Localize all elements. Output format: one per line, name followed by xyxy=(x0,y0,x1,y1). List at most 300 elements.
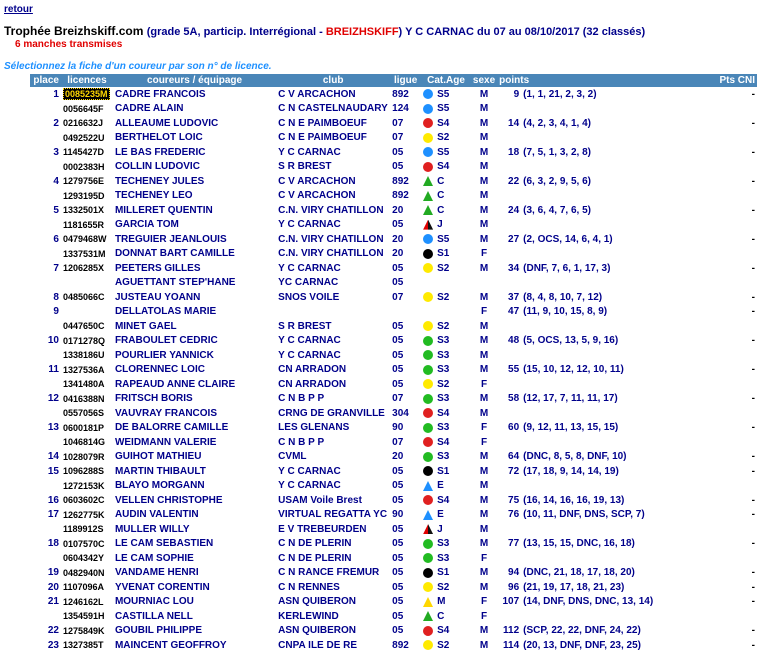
col-ligue: ligue xyxy=(390,74,421,87)
place-cell xyxy=(30,276,61,291)
licence-link[interactable] xyxy=(61,595,113,610)
col-sexe: sexe xyxy=(472,75,496,86)
cat-age-cell xyxy=(421,348,471,363)
ligue-cell: 05 xyxy=(392,596,404,608)
cat-age-label: S4 xyxy=(437,494,450,506)
cat-age-cell xyxy=(421,131,471,146)
licence-link[interactable] xyxy=(61,464,113,479)
ligue-cell: 05 xyxy=(392,480,404,492)
table-row xyxy=(30,174,757,189)
place-cell: 2 xyxy=(53,117,59,129)
club-cell: KERLEWIND xyxy=(278,610,339,622)
table-row xyxy=(30,595,757,610)
sexe-cell: M xyxy=(479,262,489,274)
points-total: 72 xyxy=(508,465,520,477)
points-total: 64 xyxy=(508,451,520,463)
points-cell xyxy=(497,290,663,305)
points-detail: (21, 19, 17, 18, 21, 23) xyxy=(523,581,625,593)
club-cell: C.N. VIRY CHATILLON xyxy=(278,204,384,216)
table-row xyxy=(30,638,757,653)
cat-age-cell xyxy=(421,290,471,305)
place-cell: 21 xyxy=(47,596,59,608)
category-black-circle-icon xyxy=(423,249,433,259)
coureur-name: MULLER WILLY xyxy=(114,523,190,535)
points-cell xyxy=(497,537,663,552)
sexe-cell: M xyxy=(479,581,489,593)
category-green-circle-icon xyxy=(423,553,433,563)
coureur-name: VAUVRAY FRANCOIS xyxy=(114,407,217,419)
pts-cni-cell: - xyxy=(751,422,755,434)
pts-cni-cell xyxy=(663,551,757,566)
club-cell: CNPA ILE DE RE xyxy=(278,639,358,651)
event-info: ) Y C CARNAC du 07 au 08/10/2017 (32 classés) xyxy=(398,26,646,38)
coureur-name: CADRE FRANCOIS xyxy=(114,88,206,100)
licence-number: 1145427D xyxy=(62,147,105,158)
category-tri-green-icon xyxy=(423,176,433,186)
points-total: 22 xyxy=(508,175,520,187)
cat-age-cell xyxy=(421,247,471,262)
licence-number: 1262775K xyxy=(62,509,105,520)
category-tri-yellow-icon xyxy=(423,597,433,607)
col-cat-age: Cat.Age xyxy=(421,74,471,87)
points-cell xyxy=(497,435,663,450)
cat-age-cell xyxy=(421,479,471,494)
sexe-cell xyxy=(471,276,497,291)
category-green-circle-icon xyxy=(423,539,433,549)
sexe-cell: F xyxy=(480,610,488,622)
ligue-cell: 05 xyxy=(392,349,404,361)
cat-age-cell xyxy=(421,189,471,204)
licence-link[interactable] xyxy=(61,638,113,653)
licence-link[interactable] xyxy=(61,580,113,595)
table-row xyxy=(30,363,757,378)
licence-link[interactable] xyxy=(61,392,113,407)
licence-link[interactable] xyxy=(61,377,113,392)
place-cell: 9 xyxy=(53,306,59,318)
licence-number: 0479468W xyxy=(62,234,107,245)
points-total: 75 xyxy=(508,494,520,506)
licence-link[interactable] xyxy=(61,406,113,421)
pts-cni-cell: - xyxy=(751,335,755,347)
sexe-cell: F xyxy=(480,306,488,318)
licence-number: 0485066C xyxy=(62,292,105,303)
club-cell: C N DE PLERIN xyxy=(278,552,352,564)
points-cell xyxy=(497,160,663,175)
licence-number: 1107096A xyxy=(62,582,105,593)
place-cell xyxy=(30,319,61,334)
club-cell: C V ARCACHON xyxy=(278,88,356,100)
cat-age-cell xyxy=(421,160,471,175)
table-row xyxy=(30,305,757,320)
table-row xyxy=(30,232,757,247)
club-cell: CN ARRADON xyxy=(278,378,347,390)
table-row xyxy=(30,522,757,537)
points-detail: (5, OCS, 13, 5, 9, 16) xyxy=(523,335,619,347)
licence-number: 0416388N xyxy=(62,393,105,404)
points-total: 24 xyxy=(508,204,520,216)
points-total: 18 xyxy=(508,146,520,158)
cat-age-cell xyxy=(421,406,471,421)
points-cell xyxy=(497,392,663,407)
place-cell xyxy=(30,218,61,233)
place-cell: 1 xyxy=(53,88,59,100)
table-row xyxy=(30,87,757,102)
table-row xyxy=(30,261,757,276)
category-black-circle-icon xyxy=(423,466,433,476)
points-cell xyxy=(497,406,663,421)
pts-cni-cell: - xyxy=(751,262,755,274)
category-tri-blue-icon xyxy=(423,510,433,520)
category-yellow-circle-icon xyxy=(423,582,433,592)
licence-number: 0482940N xyxy=(62,567,105,578)
licence-link[interactable] xyxy=(61,363,113,378)
table-row xyxy=(30,290,757,305)
licence-link[interactable] xyxy=(61,522,113,537)
licence-link[interactable] xyxy=(61,334,113,349)
pts-cni-cell xyxy=(663,218,757,233)
club-cell: Y C CARNAC xyxy=(278,219,341,231)
ligue-cell: 05 xyxy=(392,277,404,289)
club-cell: Y C CARNAC xyxy=(278,480,341,492)
club-cell: C.N. VIRY CHATILLON xyxy=(278,248,384,260)
manches-transmises: 6 manches transmises xyxy=(15,39,123,50)
place-cell xyxy=(30,479,61,494)
sexe-cell: M xyxy=(479,465,489,477)
points-cell xyxy=(497,638,663,653)
pts-cni-cell: - xyxy=(751,175,755,187)
licence-link[interactable] xyxy=(61,87,113,102)
points-cell xyxy=(497,609,663,624)
ligue-cell: 05 xyxy=(392,262,404,274)
club-cell: C N RANCE FREMUR xyxy=(278,567,380,579)
licence-link[interactable] xyxy=(61,102,113,117)
category-red-circle-icon xyxy=(423,162,433,172)
category-red-circle-icon xyxy=(423,495,433,505)
club-cell: USAM Voile Brest xyxy=(278,494,362,506)
ligue-cell: 892 xyxy=(392,175,409,187)
category-tri-green-icon xyxy=(423,205,433,215)
licence-number: 1096288S xyxy=(62,466,105,477)
points-detail: (DNF, 7, 6, 1, 17, 3) xyxy=(523,262,611,274)
points-cell xyxy=(497,116,663,131)
pts-cni-cell: - xyxy=(751,146,755,158)
category-red-circle-icon xyxy=(423,408,433,418)
club-cell: Y C CARNAC xyxy=(278,146,341,158)
sexe-cell: M xyxy=(479,407,489,419)
licence-link[interactable] xyxy=(61,203,113,218)
table-row xyxy=(30,160,757,175)
licence-link[interactable] xyxy=(61,319,113,334)
category-tri-green-icon xyxy=(423,611,433,621)
sexe-cell: F xyxy=(480,422,488,434)
col-club: club xyxy=(276,74,390,87)
licence-number: 1275849K xyxy=(62,625,105,636)
points-total: 9 xyxy=(513,88,520,100)
coureur-name: CLORENNEC LOIC xyxy=(114,364,205,376)
points-detail: (6, 3, 2, 9, 5, 6) xyxy=(523,175,591,187)
table-row xyxy=(30,609,757,624)
pts-cni-cell: - xyxy=(751,494,755,506)
sexe-cell: M xyxy=(479,538,489,550)
licence-link xyxy=(61,276,113,291)
licence-link[interactable] xyxy=(61,624,113,639)
sexe-cell: M xyxy=(479,567,489,579)
points-cell xyxy=(497,131,663,146)
pts-cni-cell xyxy=(663,609,757,624)
ligue-cell: 124 xyxy=(392,103,409,115)
licence-link[interactable] xyxy=(61,247,113,262)
category-yellow-circle-icon xyxy=(423,133,433,143)
sexe-cell: M xyxy=(479,523,489,535)
points-cell xyxy=(497,218,663,233)
points-detail: (13, 15, 15, DNC, 16, 18) xyxy=(523,538,635,550)
pts-cni-cell xyxy=(663,160,757,175)
licence-number: 1293195D xyxy=(62,190,105,201)
cat-age-cell xyxy=(421,421,471,436)
coureur-name: WEIDMANN VALERIE xyxy=(114,436,217,448)
pts-cni-cell: - xyxy=(751,581,755,593)
pts-cni-cell: - xyxy=(751,393,755,405)
place-cell xyxy=(30,406,61,421)
licence-link[interactable] xyxy=(61,479,113,494)
pts-cni-cell: - xyxy=(751,509,755,521)
table-row xyxy=(30,189,757,204)
pts-cni-cell: - xyxy=(751,364,755,376)
coureur-name: LE CAM SEBASTIEN xyxy=(114,538,214,550)
sexe-cell: M xyxy=(479,88,489,100)
points-detail: (16, 14, 16, 16, 19, 13) xyxy=(523,494,625,506)
points-total: 37 xyxy=(508,291,520,303)
place-cell: 18 xyxy=(47,538,59,550)
licence-number: 1189912S xyxy=(62,524,104,535)
coureur-name: FRITSCH BORIS xyxy=(114,393,193,405)
table-row xyxy=(30,435,757,450)
club-cell: ASN QUIBERON xyxy=(278,625,356,637)
cat-age-cell xyxy=(421,145,471,160)
club-cell: CN ARRADON xyxy=(278,364,347,376)
cat-age-label: M xyxy=(437,596,446,608)
category-blue-circle-icon xyxy=(423,234,433,244)
cat-age-cell xyxy=(421,595,471,610)
place-cell xyxy=(30,435,61,450)
coureur-name: BERTHELOT LOIC xyxy=(114,132,203,144)
ligue-cell xyxy=(390,305,421,320)
licence-number: 1181655R xyxy=(62,219,105,230)
cat-age-cell xyxy=(421,580,471,595)
licence-link[interactable] xyxy=(61,493,113,508)
cat-age-cell xyxy=(421,551,471,566)
cat-age-cell xyxy=(421,624,471,639)
cat-age-cell xyxy=(421,464,471,479)
cat-age-cell xyxy=(421,493,471,508)
points-detail: (12, 17, 7, 11, 11, 17) xyxy=(523,393,618,405)
serie-name: BREIZHSKIFF xyxy=(325,26,399,38)
coureur-name: DE BALORRE CAMILLE xyxy=(114,422,229,434)
ligue-cell: 20 xyxy=(392,248,404,260)
table-row xyxy=(30,145,757,160)
cat-age-label: S5 xyxy=(437,103,450,115)
pts-cni-cell: - xyxy=(751,117,755,129)
cat-age-label: S1 xyxy=(437,567,450,579)
club-cell: ASN QUIBERON xyxy=(278,596,356,608)
licence-number: 1028079R xyxy=(62,451,105,462)
place-cell: 10 xyxy=(47,335,59,347)
pts-cni-cell xyxy=(663,406,757,421)
cat-age-label: J xyxy=(437,523,443,535)
cat-age-label: E xyxy=(437,509,444,521)
cat-age-label: S3 xyxy=(437,552,450,564)
points-cell xyxy=(497,493,663,508)
ligue-cell: 05 xyxy=(392,219,404,231)
ligue-cell: 90 xyxy=(392,422,404,434)
points-detail: (4, 2, 3, 4, 1, 4) xyxy=(523,117,591,129)
licence-number: 1206285X xyxy=(62,263,105,274)
club-cell: C N CASTELNAUDARY xyxy=(278,103,388,115)
coureur-name: GOUBIL PHILIPPE xyxy=(114,625,202,637)
licence-number: 0600181P xyxy=(62,422,105,433)
ligue-cell: 07 xyxy=(392,436,404,448)
table-row xyxy=(30,421,757,436)
licence-link[interactable] xyxy=(61,435,113,450)
licence-number: 0557056S xyxy=(62,408,105,419)
sexe-cell: M xyxy=(479,117,489,129)
cat-age-label: S4 xyxy=(437,117,450,129)
coureur-name: GARCIA TOM xyxy=(114,219,179,231)
points-total: 27 xyxy=(508,233,520,245)
licence-link[interactable] xyxy=(61,218,113,233)
coureur-name: LE CAM SOPHIE xyxy=(114,552,194,564)
licence-link[interactable] xyxy=(61,116,113,131)
category-green-circle-icon xyxy=(423,350,433,360)
cat-age-cell xyxy=(421,305,471,320)
licence-link[interactable] xyxy=(61,508,113,523)
category-yellow-circle-icon xyxy=(423,379,433,389)
category-yellow-circle-icon xyxy=(423,263,433,273)
coureur-name: CADRE ALAIN xyxy=(114,103,184,115)
ligue-cell: 892 xyxy=(392,190,409,202)
licence-link[interactable] xyxy=(61,261,113,276)
licence-link[interactable] xyxy=(61,551,113,566)
licence-link[interactable] xyxy=(61,421,113,436)
points-total: 94 xyxy=(508,567,520,579)
licence-number: 1046814G xyxy=(62,437,106,448)
points-total: 48 xyxy=(508,335,520,347)
category-tri-rb-icon xyxy=(423,524,433,534)
points-cell xyxy=(497,363,663,378)
place-cell xyxy=(30,609,61,624)
licence-link[interactable] xyxy=(61,131,113,146)
points-cell xyxy=(497,334,663,349)
cat-age-cell xyxy=(421,537,471,552)
club-cell: CVML xyxy=(278,451,307,463)
retour-link[interactable]: retour xyxy=(4,4,33,15)
place-cell xyxy=(30,189,61,204)
pts-cni-cell xyxy=(663,131,757,146)
points-cell xyxy=(497,232,663,247)
category-blue-circle-icon xyxy=(423,89,433,99)
cat-age-label: C xyxy=(437,610,445,622)
licence-link[interactable] xyxy=(61,232,113,247)
licence-link[interactable] xyxy=(61,348,113,363)
points-cell xyxy=(497,522,663,537)
points-cell xyxy=(497,189,663,204)
place-cell: 23 xyxy=(47,639,59,651)
cat-age-cell xyxy=(421,102,471,117)
cat-age-label: E xyxy=(437,480,444,492)
licence-number: 0492522U xyxy=(62,132,105,143)
cat-age-cell xyxy=(421,276,471,291)
cat-age-cell xyxy=(421,87,471,102)
club-cell: LES GLENANS xyxy=(278,422,350,434)
cat-age-label: S2 xyxy=(437,639,450,651)
coureur-name: FRABOULET CEDRIC xyxy=(114,335,218,347)
table-row xyxy=(30,116,757,131)
points-cell xyxy=(497,203,663,218)
points-cell xyxy=(497,247,663,262)
cat-age-cell xyxy=(421,609,471,624)
cat-age-label: S3 xyxy=(437,451,450,463)
licence-link[interactable] xyxy=(61,609,113,624)
licence-link[interactable] xyxy=(61,450,113,465)
club-cell: VIRTUAL REGATTA YC xyxy=(278,509,388,521)
sexe-cell: M xyxy=(479,291,489,303)
club-cell: Y C CARNAC xyxy=(278,349,341,361)
licence-link[interactable] xyxy=(61,566,113,581)
ligue-cell: 892 xyxy=(392,639,409,651)
sexe-cell: F xyxy=(480,378,488,390)
cat-age-label: S2 xyxy=(437,581,450,593)
table-row xyxy=(30,377,757,392)
club-cell: Y C CARNAC xyxy=(278,262,341,274)
club-cell xyxy=(276,305,390,320)
licence-number: 1279756E xyxy=(62,176,105,187)
licence-link[interactable] xyxy=(61,160,113,175)
licence-number: 0603602C xyxy=(62,495,105,506)
club-cell: C N B P P xyxy=(278,436,325,448)
points-detail: (9, 12, 11, 13, 15, 15) xyxy=(523,422,619,434)
licence-link[interactable] xyxy=(61,145,113,160)
sexe-cell: M xyxy=(479,103,489,115)
sexe-cell: M xyxy=(479,146,489,158)
points-detail: (DNC, 21, 18, 17, 18, 20) xyxy=(523,567,635,579)
table-row xyxy=(30,247,757,262)
club-cell: C V ARCACHON xyxy=(278,175,356,187)
coureur-name: MARTIN THIBAULT xyxy=(114,465,206,477)
pts-cni-cell xyxy=(663,247,757,262)
licence-number: 0107570C xyxy=(62,538,105,549)
pts-cni-cell xyxy=(663,276,757,291)
points-detail: (SCP, 22, 22, DNF, 24, 22) xyxy=(523,625,641,637)
category-green-circle-icon xyxy=(423,365,433,375)
subtitle: (grade 5A, particip. Interrégional - xyxy=(146,26,326,38)
licence-link[interactable] xyxy=(61,537,113,552)
points-cell xyxy=(497,595,663,610)
points-total: 34 xyxy=(508,262,520,274)
licence-link[interactable] xyxy=(61,290,113,305)
licence-link[interactable] xyxy=(61,174,113,189)
pts-cni-cell: - xyxy=(751,233,755,245)
table-row xyxy=(30,493,757,508)
place-cell xyxy=(30,247,61,262)
club-cell: Y C CARNAC xyxy=(278,465,341,477)
pts-cni-cell xyxy=(663,377,757,392)
licence-link[interactable] xyxy=(61,189,113,204)
instruction-text: Sélectionnez la fiche d'un coureur par son n° de licence. xyxy=(4,61,272,72)
col-place: place xyxy=(30,74,61,87)
cat-age-cell xyxy=(421,203,471,218)
place-cell: 3 xyxy=(53,146,59,158)
sexe-cell: M xyxy=(479,480,489,492)
